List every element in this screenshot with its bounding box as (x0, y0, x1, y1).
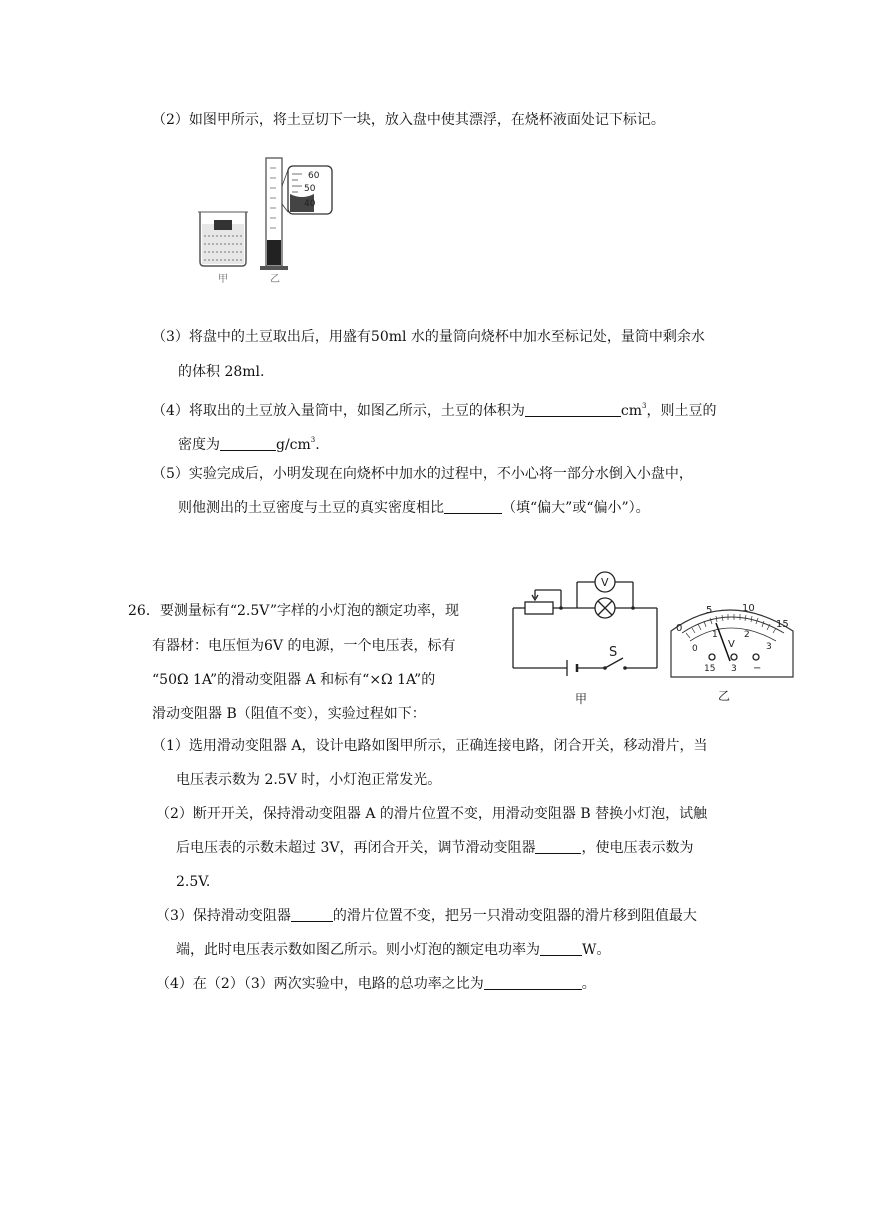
item-4-period: . (315, 437, 320, 453)
cylinder-mark-50: 50 (304, 184, 316, 194)
dial-inner-scale-0: 0 (692, 644, 698, 654)
terminal-15-label: 15 (704, 664, 716, 674)
answer-blank-comparison[interactable] (444, 499, 502, 514)
step-3-text-b: 的滑片位置不变，把另一只滑动变阻器的滑片移到阻值最大 (332, 908, 697, 924)
terminal-minus-label: − (753, 663, 762, 674)
item-4-unit-gcm: g/cm (276, 437, 311, 453)
figure-label-jia: 甲 (218, 274, 228, 285)
circuit-figure-label: 甲 (575, 692, 588, 706)
dial-unit-label: V (728, 639, 735, 650)
item-5-line-1: （5）实验完成后，小明发现在向烧杯中加水的过程中，不小心将一部分水倒入小盘中， (152, 466, 693, 482)
step-3-text-c: 端，此时电压表示数如图乙所示。则小灯泡的额定电功率为 (176, 942, 540, 958)
answer-blank-power-ratio[interactable] (484, 975, 582, 990)
step-3-text-a: （3）保持滑动变阻器 (156, 908, 291, 924)
item-3-line-2: 的体积 28ml. (178, 364, 265, 380)
item-4-text-a: （4）将取出的土豆放入量筒中，如图乙所示，土豆的体积为 (152, 403, 525, 419)
item-4-line-2 (178, 430, 320, 455)
q26-intro-line-1: 26．要测量标有“2.5V”字样的小灯泡的额定功率，现 (128, 603, 460, 619)
beaker-figure (198, 212, 248, 266)
q26-intro-line-4: 滑动变阻器 B（阻值不变），实验过程如下： (152, 706, 426, 722)
answer-blank-rheostat-1[interactable] (535, 839, 581, 854)
q26-intro-line-3: “50Ω 1A”的滑动变阻器 A 和标有“×Ω 1A”的 (152, 672, 436, 688)
voltmeter-dial (668, 595, 798, 705)
figure-label-yi: 乙 (270, 274, 280, 285)
step-1-line-2: 电压表示数为 2.5V 时，小灯泡正常发光。 (176, 772, 442, 788)
item-2-text: （2）如图甲所示，将土豆切下一块，放入盘中使其漂浮，在烧杯液面处记下标记。 (152, 112, 665, 128)
q26-intro-line-2: 有器材：电压恒为6V 的电源，一个电压表，标有 (152, 638, 456, 654)
step-4-text-b: 。 (581, 976, 596, 992)
figure-beaker-and-cylinder (190, 150, 350, 290)
dial-inner-scale-3: 3 (766, 642, 772, 652)
item-4-unit-cm: cm (620, 403, 643, 419)
item-4-text-density: 密度为 (178, 437, 220, 453)
step-4-line (156, 974, 596, 994)
step-4-text-a: （4）在（2）（3）两次实验中，电路的总功率之比为 (156, 976, 484, 992)
cylinder-mark-60: 60 (308, 171, 320, 181)
step-2-text-a: 后电压表的示数未超过 3V，再闭合开关，调节滑动变阻器 (176, 840, 536, 856)
dial-scale-5: 5 (706, 605, 713, 616)
item-4-text-b: ，则土豆的 (646, 403, 717, 419)
switch-label: S (609, 645, 618, 660)
dial-inner-scale-1: 1 (712, 630, 718, 640)
superscript-3: 3 (310, 436, 316, 444)
answer-blank-power[interactable] (540, 941, 582, 956)
step-2-text-b: ，使电压表示数为 (581, 840, 694, 856)
graduated-cylinder-figure (260, 158, 332, 270)
step-2-line-2 (176, 838, 693, 858)
answer-blank-density[interactable] (220, 436, 276, 451)
item-5-text-a: 则他测出的土豆密度与土豆的真实密度相比 (178, 500, 444, 516)
step-3-text-d: W。 (582, 942, 611, 958)
dial-scale-0: 0 (676, 623, 683, 634)
step-1-line-1: （1）选用滑动变阻器 A，设计电路如图甲所示，正确连接电路，闭合开关，移动滑片，当 (152, 738, 708, 754)
dial-scale-15: 15 (776, 619, 789, 630)
superscript-3: 3 (642, 402, 647, 410)
voltmeter-symbol-label: V (601, 576, 609, 589)
step-3-line-2 (176, 940, 610, 960)
cylinder-mark-40: 40 (304, 199, 316, 209)
dial-inner-scale-2: 2 (744, 630, 750, 640)
step-2-line-3: 2.5V. (176, 874, 211, 890)
answer-blank-volume[interactable] (525, 402, 621, 417)
step-3-line-1 (156, 906, 697, 926)
circuit-diagram (505, 570, 665, 710)
dial-scale-10: 10 (742, 603, 755, 614)
answer-blank-rheostat-2[interactable] (291, 907, 333, 922)
step-2-line-1: （2）断开开关，保持滑动变阻器 A 的滑片位置不变，用滑动变阻器 B 替换小灯泡，试触 (156, 806, 708, 822)
item-3-line-1: （3）将盘中的土豆取出后，用盛有50ml 水的量筒向烧杯中加水至标记处，量筒中剩余水 (152, 329, 705, 345)
item-5-text-b: （填“偏大”或“偏小”）。 (502, 500, 650, 516)
dial-figure-label: 乙 (718, 689, 731, 703)
terminal-3-label: 3 (731, 664, 737, 674)
item-4-line-1 (152, 396, 717, 421)
item-5-line-2 (178, 498, 650, 518)
